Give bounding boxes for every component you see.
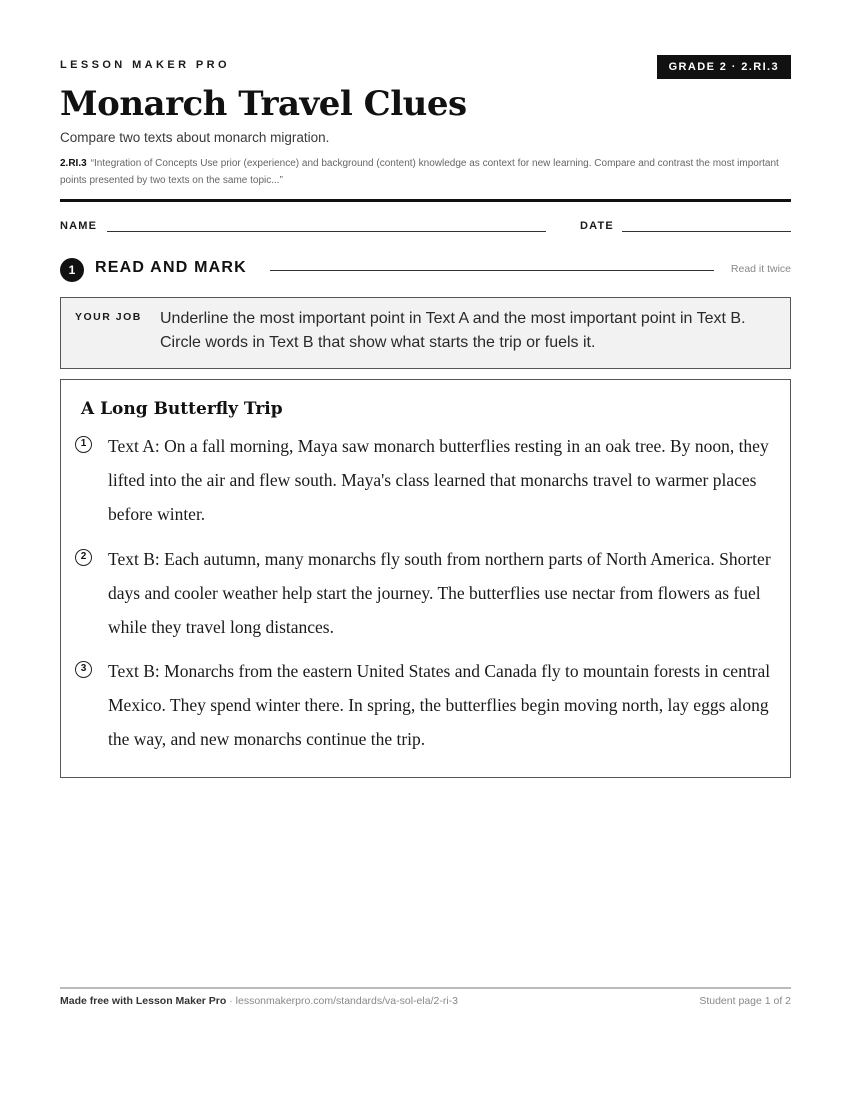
section-note: Read it twice	[730, 263, 791, 275]
header-divider	[60, 199, 791, 202]
your-job-text: Underline the most important point in Text A and the most important point in Text B. Circle words in Text B that show what starts the trip or fuels it.	[160, 310, 746, 351]
passage-box	[60, 379, 791, 778]
standard-text: “Integration of Concepts Use prior (experience) and background (content) knowledge as context for new learning. Compare and contrast the most important points presented by two texts on the same topic...”	[60, 158, 779, 186]
paragraph-number: 1	[75, 436, 92, 453]
standard-description	[60, 155, 791, 189]
name-date-row	[60, 219, 791, 235]
date-label: DATE	[580, 220, 614, 232]
paragraph-text: Text A: On a fall morning, Maya saw monarch butterflies resting in an oak tree. By noon, they lifted into the air and flew south. Maya's class learned that monarchs travel to warmer places before winter.	[108, 436, 769, 524]
your-job-box	[60, 297, 791, 369]
footer-credit	[60, 995, 458, 1007]
top-bar	[60, 55, 791, 79]
passage-title: A Long Butterfly Trip	[81, 399, 283, 419]
footer-divider	[60, 987, 791, 989]
your-job-label: YOUR JOB	[75, 311, 142, 323]
footer-separator: ·	[226, 995, 236, 1007]
section-header	[60, 258, 791, 282]
page-title: Monarch Travel Clues	[60, 84, 467, 124]
footer-url[interactable]: lessonmakerpro.com/standards/va-sol-ela/2-ri-3	[235, 995, 458, 1007]
paragraph-number: 2	[75, 549, 92, 566]
paragraph-text: Text B: Each autumn, many monarchs fly south from northern parts of North America. Shorter days and cooler weather help start the journey. The butterflies use nectar from flowers as fuel while they travel long distances.	[108, 549, 771, 637]
date-line[interactable]	[622, 231, 791, 232]
grade-badge: GRADE 2 · 2.RI.3	[657, 55, 791, 79]
section-number: 1	[60, 258, 84, 282]
footer-made: Made free with Lesson Maker Pro	[60, 995, 227, 1007]
section-title: READ AND MARK	[95, 259, 247, 276]
standard-code: 2.RI.3	[60, 158, 87, 169]
page-subtitle: Compare two texts about monarch migration.	[60, 130, 330, 145]
paragraph-text: Text B: Monarchs from the eastern United States and Canada fly to mountain forests in central Mexico. They spend winter there. In spring, the butterflies begin moving north, lay eggs along the way, and new monarchs continue the trip.	[108, 661, 771, 749]
worksheet-page	[60, 0, 791, 1100]
section-rule	[270, 270, 714, 271]
name-label: NAME	[60, 220, 98, 232]
brand-name: LESSON MAKER PRO	[60, 59, 230, 71]
paragraph-number: 3	[75, 661, 92, 678]
name-line[interactable]	[107, 231, 546, 232]
footer-page-number: Student page 1 of 2	[699, 995, 791, 1007]
